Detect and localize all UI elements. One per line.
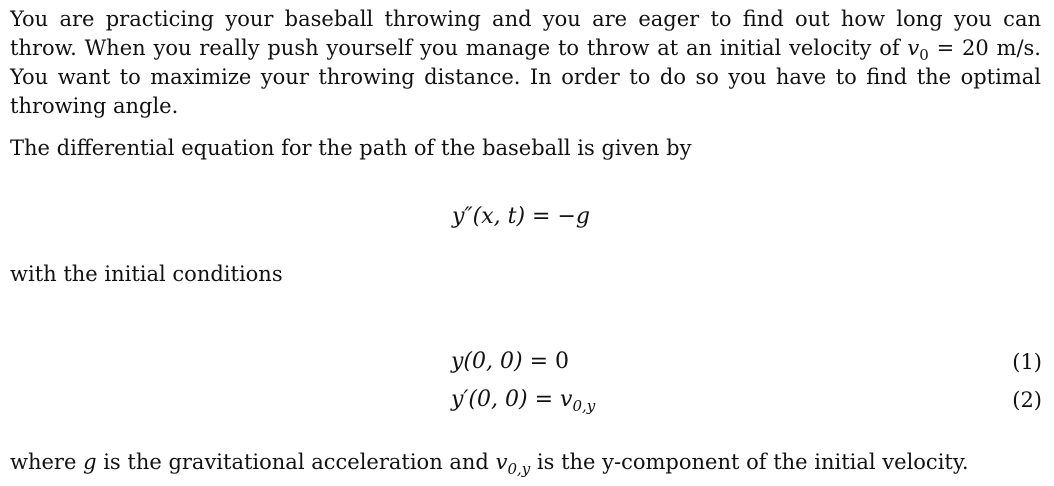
- equation-number-1: (1): [1012, 350, 1042, 374]
- v0-symbol: $v_0$: [907, 36, 929, 64]
- condition-1-rhs: = 0: [522, 349, 569, 374]
- v0y-symbol: $v_{0,y}$: [560, 387, 596, 415]
- intro-text-before: You are practicing your baseball throwing and you are eager to find out how long you can throw. When you really push yourself you manage to throw at an initial velocity of: [10, 7, 1041, 60]
- initial-condition-position: [451, 347, 569, 377]
- condition-2-equals: =: [527, 387, 560, 412]
- initial-conditions-intro: with the initial conditions: [10, 262, 283, 286]
- v0y-symbol-inline: $v_{0,y}$: [495, 450, 531, 478]
- equation-rhs: = −g: [525, 204, 590, 229]
- where-sentence: where g is the gravitational acceleration and $v_{0,y}$ is the y-component of the initial velocity.: [10, 450, 969, 478]
- v0-value: = 20 m/s.: [928, 36, 1041, 60]
- equation-lhs: y″(x, t): [452, 204, 526, 229]
- intro-text-after: You want to maximize your throwing distance. In order to do so you have to find the optimal throwing angle.: [10, 65, 1041, 118]
- condition-1-lhs: y(0, 0): [451, 349, 523, 374]
- differential-equation: [452, 202, 590, 232]
- condition-2-lhs: y′(0, 0): [451, 387, 528, 412]
- differential-equation-intro: The differential equation for the path of the baseball is given by: [10, 136, 692, 160]
- g-symbol: g: [83, 450, 97, 474]
- initial-condition-velocity: [451, 385, 595, 415]
- intro-paragraph: [10, 5, 1041, 121]
- equation-number-2: (2): [1012, 388, 1042, 412]
